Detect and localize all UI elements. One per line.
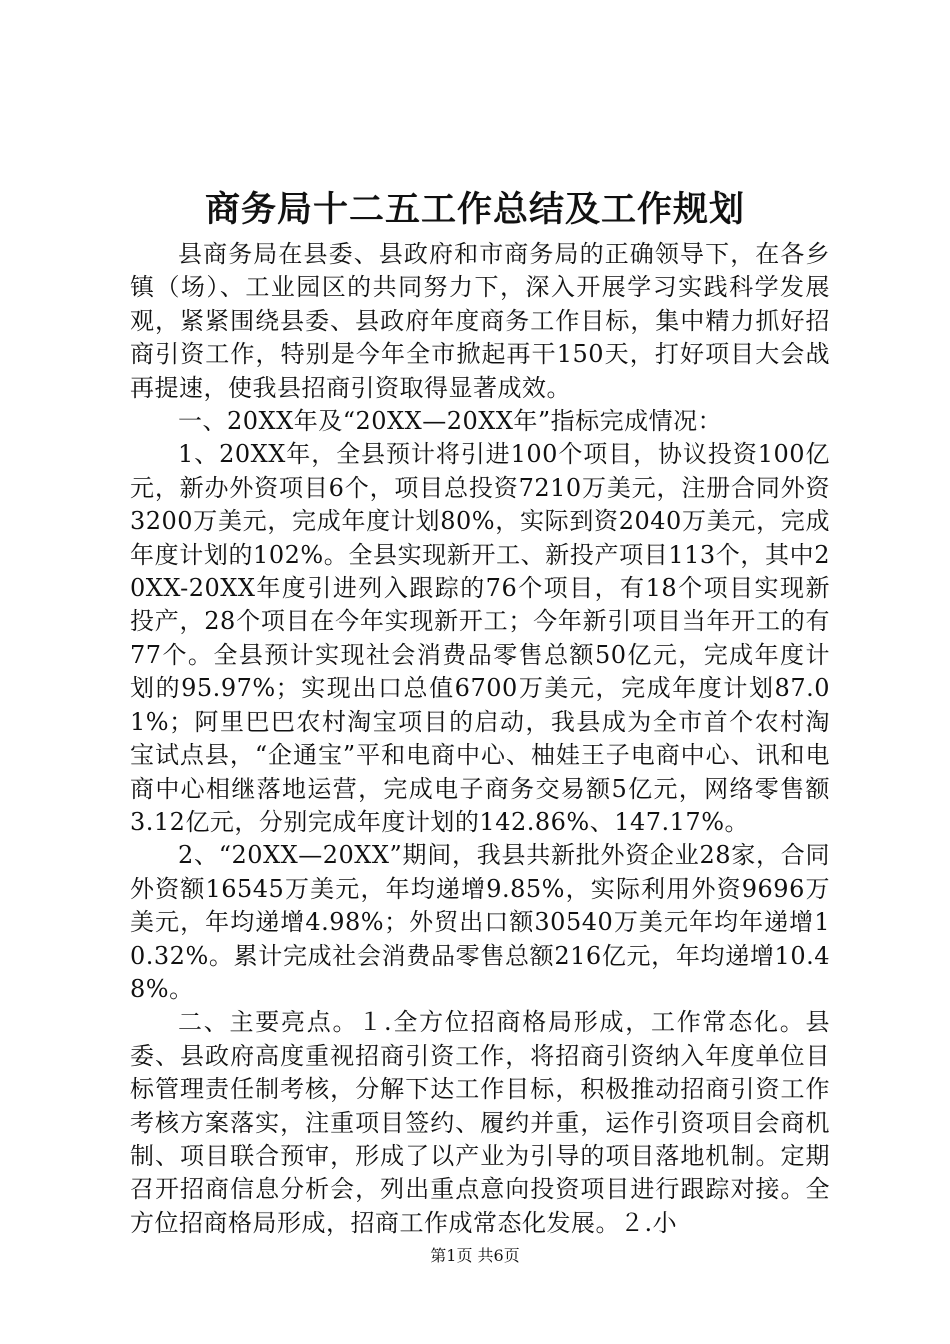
page-title: 商务局十二五工作总结及工作规划 <box>204 189 745 230</box>
paragraph-item-two: 2、“20XX—20XX”期间，我县共新批外资企业28家，合同外资额16545万美元，年均递增9.85%，实际利用外资9696万美元，年均递增4.98%；外贸出口额30540万美元年均年递增10.32%。累计完成社会消费品零售总额216亿元，年均递增10.48%。 <box>130 841 830 1003</box>
paragraph-item-one: 1、20XX年，全县预计将引进100个项目，协议投资100亿元，新办外资项目6个，项目总投资7210万美元，注册合同外资3200万美元，完成年度计划80%，实际到资2040万美元，完成年度计划的102%。全县实现新开工、新投产项目113个，其中20XX-20XX年度引进列入跟踪的76个项目，有18个项目实现新投产，28个项目在今年实现新开工；今年新引项目当年开工的有77个。全县预计实现社会消费品零售总额50亿元，完成年度计划的95.97%；实现出口总值6700万美元，完成年度计划87.01%；阿里巴巴农村淘宝项目的启动，我县成为全市首个农村淘宝试点县，“企通宝”平和电商中心、柚娃王子电商中心、讯和电商中心相继落地运营，完成电子商务交易额5亿元，网络零售额3.12亿元，分别完成年度计划的142.86%、147.17%。 <box>130 440 830 836</box>
page-footer: 第1页 共6页 <box>430 1246 520 1265</box>
paragraph-section-two: 二、主要亮点。１.全方位招商格局形成，工作常态化。县委、县政府高度重视招商引资工作，将招商引资纳入年度单位目标管理责任制考核，分解下达工作目标，积极推动招商引资工作考核方案落实，注重项目签约、履约并重，运作引资项目会商机制、项目联合预审，形成了以产业为引导的项目落地机制。定期召开招商信息分析会，列出重点意向投资项目进行跟踪对接。全方位招商格局形成，招商工作成常态化发展。２.小 <box>130 1008 830 1237</box>
paragraph-intro: 县商务局在县委、县政府和市商务局的正确领导下，在各乡镇（场）、工业园区的共同努力下，深入开展学习实践科学发展观，紧紧围绕县委、县政府年度商务工作目标，集中精力抓好招商引资工作，特别是今年全市掀起再干150天，打好项目大会战再提速，使我县招商引资取得显著成效。 <box>130 240 830 402</box>
document-body <box>130 238 830 1240</box>
paragraph-section-one-heading: 一、20XX年及“20XX—20XX年”指标完成情况： <box>178 407 723 436</box>
